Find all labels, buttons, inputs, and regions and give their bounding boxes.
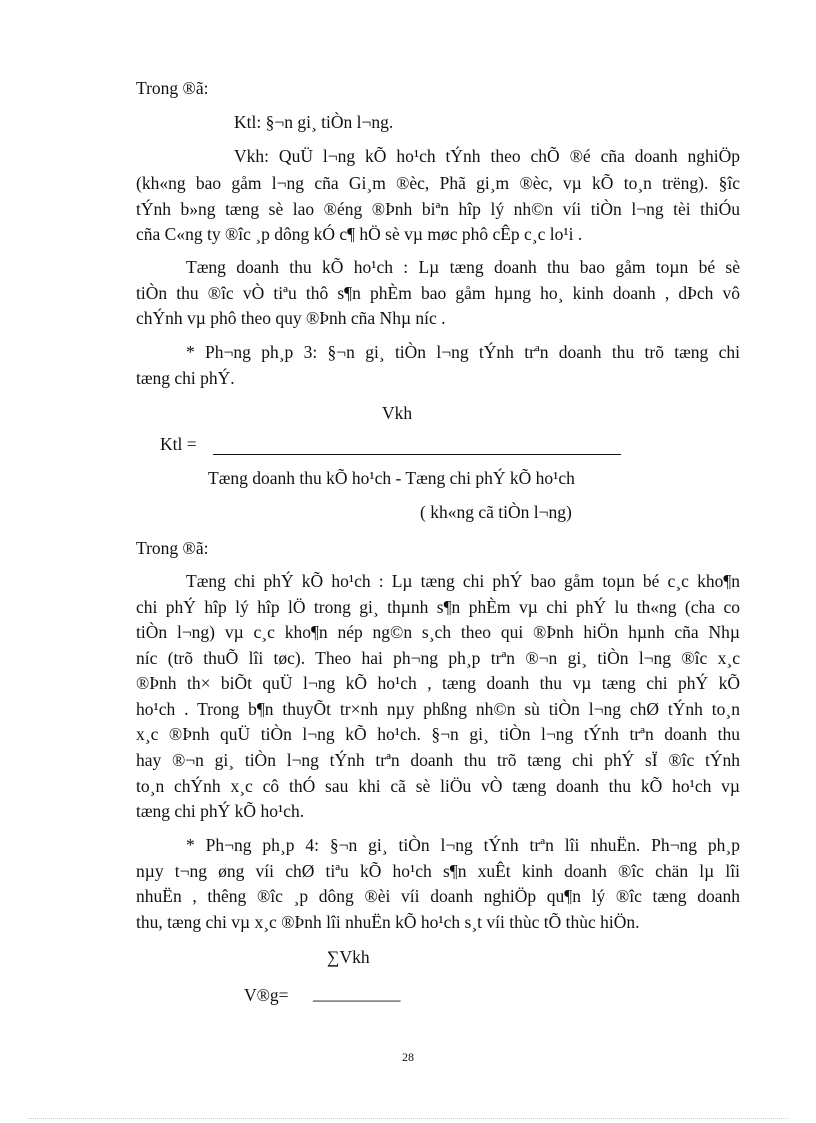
text-line: Tæng doanh thu kÕ ho¹ch : Lµ tæng doanh thu bao gåm toµn bé sè [186, 257, 740, 277]
text-line: tæng chi phÝ. [136, 368, 235, 388]
text-line: níc (trõ thuÕ lîi tøc). Theo hai ph¬ng ph¸p trªn ®¬n gi¸ tiÒn l¬ng ®îc x¸c [136, 648, 740, 668]
text-line: ho¹ch . Trong b¶n thuyÕt tr×nh nµy phßng nh©n sù tiÒn l¬ng chØ tÝnh to¸n [136, 699, 740, 719]
page-bottom-border [28, 1118, 788, 1119]
text-line: nhuËn , thêng ®îc ¸p dông ®èi víi doanh nghiÖp qu¶n lý ®îc tæng doanh [136, 886, 740, 906]
text-line: tiÒn l¬ng) vµ c¸c kho¶n nép ng©n s¸ch theo qui ®Þnh hiÖn hµnh cña Nhµ [136, 622, 740, 642]
text-line: tÝnh b»ng tæng sè lao ®éng ®Þnh biªn hîp lý nh©n víi tiÒn l¬ng tèi thiÓu [136, 199, 740, 219]
text-line: (kh«ng bao gåm l¬ng cña Gi¸m ®èc, Phã gi¸m ®èc, vµ kÕ to¸n trëng). §îc [136, 173, 740, 193]
text-line: tæng chi phÝ kÕ ho¹ch. [136, 801, 305, 821]
text-line: nµy t¬ng øng víi chØ tiªu kÕ ho¹ch s¶n xuÊt kinh doanh ®îc chän lµ lîi [136, 861, 740, 881]
text-line: Ktl: §¬n gi¸ tiÒn l¬ng. [234, 112, 394, 132]
text-line: tiÒn thu ®îc vÒ tiªu thô s¶n phÈm bao gåm hµng ho¸ kinh doanh , dÞch vô [136, 283, 740, 303]
formula-lhs: V®g= [244, 985, 289, 1005]
text-line: chÝnh vµ phô theo quy ®Þnh cña Nhµ níc . [136, 308, 446, 328]
text-line: Tæng chi phÝ kÕ ho¹ch : Lµ tæng chi phÝ bao gåm toµn bé c¸c kho¶n [186, 571, 740, 591]
text-line: * Ph¬ng ph¸p 3: §¬n gi¸ tiÒn l¬ng tÝnh trªn doanh thu trõ tæng chi [186, 342, 740, 362]
text-line: hay ®¬n gi¸ tiÒn l¬ng tÝnh trªn doanh thu trõ tæng chi phÝ sÏ ®îc tÝnh [136, 750, 740, 770]
text-line: Vkh: QuÜ l¬ng kÕ ho¹ch tÝnh theo chÕ ®é cña doanh nghiÖp [234, 146, 740, 166]
text-line: chi phÝ hîp lý hîp lÖ trong gi¸ thµnh s¶n phÈm vµ chi phÝ lu th«ng (cha co [136, 597, 740, 617]
fraction-underline: __________ [313, 983, 401, 1003]
text-line: Trong ®ã: [136, 78, 209, 98]
text-line: thu, tæng chi vµ x¸c ®Þnh lîi nhuËn kÕ ho¹ch s¸t víi thùc tÕ thùc hiÖn. [136, 912, 640, 932]
text-line: to¸n chÝnh x¸c cô thÓ sau khi cã sè liÖu vÒ tæng doanh thu kÕ ho¹ch vµ [136, 776, 740, 796]
text-line: x¸c ®Þnh quÜ tiÒn l¬ng kÕ ho¹ch. §¬n gi¸ tiÒn l¬ng tÝnh trªn doanh thu [136, 724, 740, 744]
formula-note: ( kh«ng cã tiÒn l¬ng) [420, 502, 572, 522]
formula-numerator: Vkh [382, 403, 413, 423]
formula-numerator: ∑Vkh [327, 947, 370, 967]
fraction-line [213, 454, 621, 455]
page-number: 28 [402, 1050, 414, 1064]
formula-denominator: Tæng doanh thu kÕ ho¹ch - Tæng chi phÝ kÕ ho¹ch [208, 468, 575, 488]
text-line: Trong ®ã: [136, 538, 209, 558]
text-line: * Ph¬ng ph¸p 4: §¬n gi¸ tiÒn l¬ng tÝnh trªn lîi nhuËn. Ph¬ng ph¸p [186, 835, 740, 855]
formula-lhs: Ktl = [160, 434, 197, 454]
text-line: ®Þnh th× biÕt quÜ l¬ng kÕ ho¹ch , tæng doanh thu vµ tæng chi phÝ kÕ [136, 673, 740, 693]
text-line: cña C«ng ty ®îc ¸p dông kÓ c¶ hÖ sè vµ møc phô cÊp c¸c lo¹i . [136, 224, 583, 244]
